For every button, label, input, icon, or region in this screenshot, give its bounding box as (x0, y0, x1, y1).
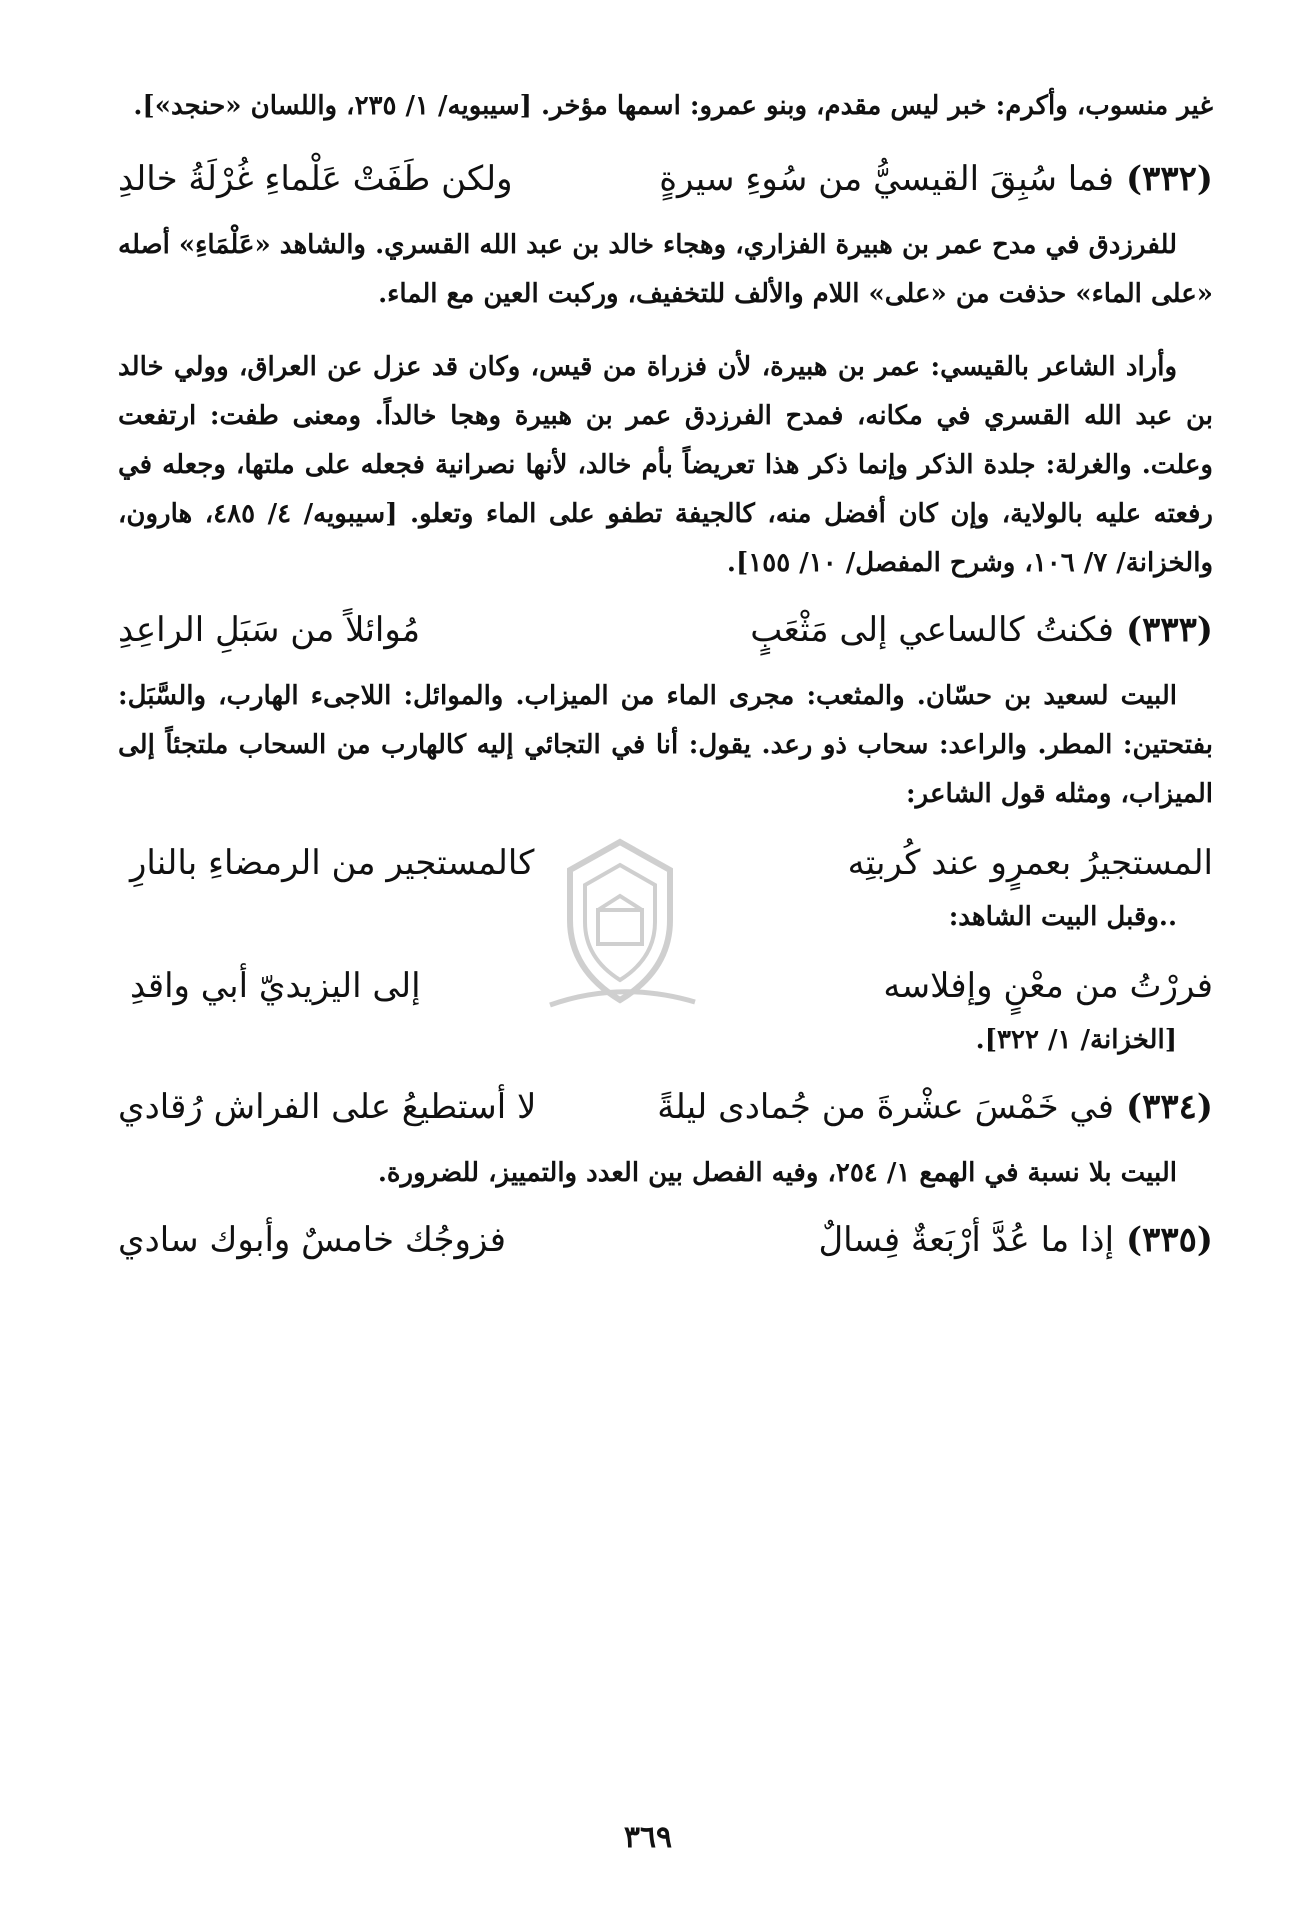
commentary-paragraph: وأراد الشاعر بالقيسي: عمر بن هبيرة، لأن فزراة من قيس، وكان قد عزل عن العراق، وولي خالد بن عبد الله القسري في مكانه، فمدح الفرزدق عمر بن هبيرة وهجا خالداً. ومعنى طفت: ارتفعت وعلت. والغرلة: جلدة الذكر وإنما ذكر هذا تعريضاً بأم خالد، لأنها نصرانية فجعله على ملتها، وجعله في رفعته عليه بالولاية، وإن كان أفضل منه، كالجيفة تطفو على الماء وتعلو. [سيبويه/ ٤/ ٤٨٥، هارون، والخزانة/ ٧/ ١٠٦، وشرح المفصل/ ١٠/ ١٥٥]. (118, 352, 1213, 578)
commentary-paragraph: البيت بلا نسبة في الهمع ١/ ٢٥٤، وفيه الفصل بين العدد والتمييز، للضرورة. (377, 1158, 1177, 1188)
verse-first-hemistich: فما سُبِقَ القيسيُّ من سُوءِ سيرةٍ (659, 159, 1115, 199)
verse-number: (٣٣٣) (1126, 610, 1213, 650)
verse-first-hemistich: فررْتُ من معْنٍ وإفلاسه (883, 966, 1213, 1006)
page-number: ٣٦٩ (623, 1820, 673, 1855)
verse-second-hemistich: لا أستطيعُ على الفراش رُقادي (118, 1087, 537, 1127)
verse-first-hemistich: المستجيرُ بعمرٍو عند كُربتِه (847, 843, 1213, 883)
watermark-stamp (520, 830, 720, 1030)
source-reference: [الخزانة/ ١/ ٣٢٢]. (975, 1025, 1177, 1055)
verse-number: (٣٣٢) (1126, 159, 1213, 199)
verse-334 (118, 1079, 1213, 1135)
verse-first-hemistich: في خَمْسَ عشْرةَ من جُمادى ليلةً (657, 1087, 1115, 1127)
verse-second-hemistich: إلى اليزيديّ أبي واقدِ (130, 966, 421, 1006)
verse-number: (٣٣٤) (1126, 1087, 1213, 1127)
page-content (118, 82, 1213, 1268)
verse-333 (118, 602, 1213, 658)
verse-second-hemistich: ولكن طَفَتْ عَلْماءِ غُرْلَةُ خالدِ (118, 159, 513, 199)
verse-332 (118, 151, 1213, 207)
verse-first-hemistich: فكنتُ كالساعي إلى مَثْعَبٍ (750, 610, 1115, 650)
verse-second-hemistich: كالمستجير من الرمضاءِ بالنارِ (130, 843, 535, 883)
verse-second-hemistich: فزوجُك خامسٌ وأبوك سادي (118, 1220, 506, 1260)
verse-335 (118, 1212, 1213, 1268)
commentary-paragraph: البيت لسعيد بن حسّان. والمثعب: مجرى الماء من الميزاب. والموائل: اللاجىء الهارب، والسَّبَل: بفتحتين: المطر. والراعد: سحاب ذو رعد. يقول: أنا في التجائي إليه كالهارب من السحاب ملتجئاً إلى الميزاب، ومثله قول الشاعر: (118, 681, 1213, 809)
verse-first-hemistich: إذا ما عُدَّ أرْبَعةٌ فِسالٌ (818, 1220, 1115, 1260)
footnote-continuation: غير منسوب، وأكرم: خبر ليس مقدم، وبنو عمرو: اسمها مؤخر. [سيبويه/ ١/ ٢٣٥، واللسان «حنجد»]. (133, 91, 1213, 121)
commentary-line: ..وقبل البيت الشاهد: (948, 902, 1177, 932)
verse-second-hemistich: مُوائلاً من سَبَلِ الراعِدِ (118, 610, 421, 650)
commentary-paragraph: للفرزدق في مدح عمر بن هبيرة الفزاري، وهجاء خالد بن عبد الله القسري. والشاهد «عَلْمَاءِ» أصله «على الماء» حذفت من «على» اللام والألف للتخفيف، وركبت العين مع الماء. (118, 230, 1213, 309)
verse-number: (٣٣٥) (1126, 1220, 1213, 1260)
